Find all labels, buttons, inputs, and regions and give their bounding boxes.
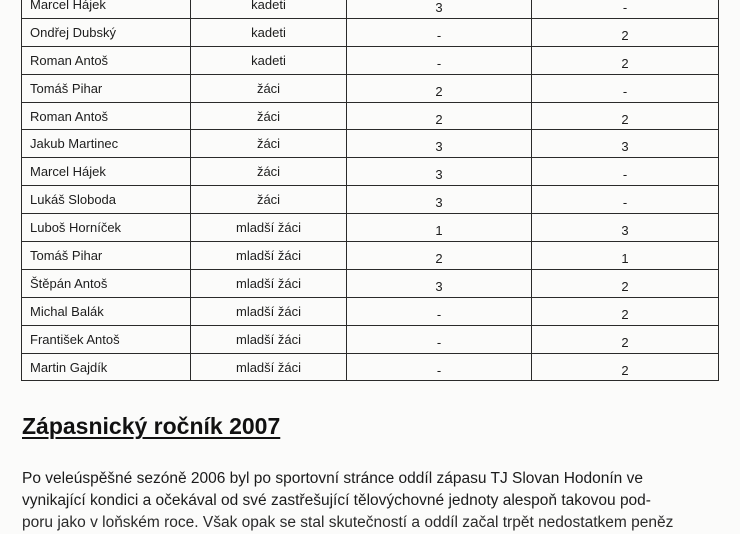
cell-result-2: 2 [532,297,719,325]
cell-result-2: 2 [532,102,719,130]
cell-result-1: 3 [347,130,532,158]
cell-result-2: 2 [532,18,719,46]
cell-result-1: - [347,325,532,353]
cell-category: žáci [191,130,347,158]
cell-name: Tomáš Pihar [22,242,191,270]
cell-result-2: 3 [532,214,719,242]
cell-name: František Antoš [22,325,191,353]
table-row [22,46,719,74]
cell-category: žáci [191,102,347,130]
cell-name: Marcel Hájek [22,158,191,186]
cell-result-1: 1 [347,214,532,242]
cell-category: žáci [191,74,347,102]
table-row [22,297,719,325]
section-heading: Zápasnický ročník 2007 [22,413,281,439]
cell-result-2: 2 [532,325,719,353]
table-row [22,242,719,270]
cell-name: Tomáš Pihar [22,74,191,102]
cell-name: Marcel Hájek [22,0,191,18]
results-table [21,0,719,381]
cell-category: mladší žáci [191,353,347,381]
cell-category: žáci [191,186,347,214]
cell-category: žáci [191,158,347,186]
cell-result-1: 3 [347,158,532,186]
table-row [22,158,719,186]
cell-name: Luboš Horníček [22,214,191,242]
cell-result-2: 3 [532,130,719,158]
cell-result-1: - [347,353,532,381]
cell-result-2: 2 [532,46,719,74]
cell-result-2: 1 [532,242,719,270]
table-row [22,130,719,158]
table-row [22,0,719,18]
cell-result-1: 2 [347,242,532,270]
cell-result-1: 3 [347,269,532,297]
cell-name: Štěpán Antoš [22,269,191,297]
table-row [22,186,719,214]
cell-name: Roman Antoš [22,102,191,130]
cell-name: Michal Balák [22,297,191,325]
cell-result-2: - [532,158,719,186]
results-table-body [22,0,719,381]
cell-category: kadeti [191,18,347,46]
cell-name: Roman Antoš [22,46,191,74]
cell-category: kadeti [191,0,347,18]
table-row [22,74,719,102]
cell-name: Ondřej Dubský [22,18,191,46]
cell-result-1: - [347,297,532,325]
cell-name: Jakub Martinec [22,130,191,158]
section-paragraph [22,468,722,534]
cell-result-1: 2 [347,74,532,102]
cell-category: kadeti [191,46,347,74]
table-row [22,18,719,46]
cell-result-1: 2 [347,102,532,130]
cell-result-1: - [347,18,532,46]
table-row [22,269,719,297]
cell-category: mladší žáci [191,325,347,353]
table-row [22,214,719,242]
cell-category: mladší žáci [191,297,347,325]
cell-name: Lukáš Sloboda [22,186,191,214]
cell-result-1: - [347,46,532,74]
table-row [22,353,719,381]
table-row [22,325,719,353]
cell-category: mladší žáci [191,269,347,297]
cell-result-2: 2 [532,353,719,381]
cell-result-2: - [532,74,719,102]
cell-result-2: - [532,0,719,18]
cell-category: mladší žáci [191,242,347,270]
cell-result-1: 3 [347,0,532,18]
table-row [22,102,719,130]
cell-result-2: - [532,186,719,214]
paragraph-line: vynikající kondici a očekával od své zastřešující tělovýchovné jednoty alespoň takovou pod- [22,492,651,509]
paragraph-line: Po veleúspěšné sezóně 2006 byl po sportovní stránce oddíl zápasu TJ Slovan Hodonín ve [22,470,643,487]
cell-result-2: 2 [532,269,719,297]
cell-result-1: 3 [347,186,532,214]
cell-category: mladší žáci [191,214,347,242]
paragraph-line: poru jako v loňském roce. Však opak se stal skutečností a oddíl začal trpět nedostatkem peněz [22,514,674,531]
cell-name: Martin Gajdík [22,353,191,381]
